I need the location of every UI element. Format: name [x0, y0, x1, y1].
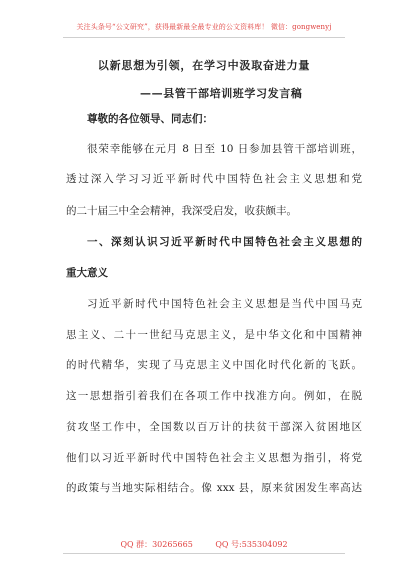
- body-line: 很荣幸能够在元月 8 日至 10 日参加县管干部培训班，: [87, 143, 362, 155]
- footer-divider: [63, 553, 345, 554]
- body-line: 的时代精华，实现了马克思主义中国化时代化新的飞跃。: [66, 359, 362, 371]
- document-title: 以新思想为引领，在学习中汲取奋进力量: [97, 59, 311, 72]
- body-line: 透过深入学习习近平新时代中国特色社会主义思想和党: [66, 173, 362, 185]
- salutation: 尊敬的各位领导、同志们：: [87, 113, 213, 125]
- body-line: 他们以习近平新时代中国特色社会主义思想为指引，将党: [66, 452, 362, 464]
- section-heading-continued: 重大意义: [66, 267, 108, 279]
- body-line: 的政策与当地实际相结合。像 xxx 县，原来贫困发生率高达: [66, 482, 362, 494]
- section-heading: 一、深刻认识习近平新时代中国特色社会主义思想的: [87, 236, 362, 248]
- footer-qq-group: QQ 群：30265665: [120, 540, 193, 549]
- footer-qq-number: QQ 号:535304092: [215, 540, 288, 549]
- body-line: 贫攻坚工作中，全国数以百万计的扶贫干部深入贫困地区: [66, 421, 362, 433]
- body-line: 习近平新时代中国特色社会主义思想是当代中国马克: [87, 298, 362, 310]
- document-subtitle: ——县管干部培训班学习发言稿: [140, 87, 303, 100]
- footer-contact: [0, 539, 408, 550]
- body-line: 的二十届三中全会精神，我深受启发，收获颇丰。: [66, 205, 297, 217]
- body-line: 这一思想指引着我们在各项工作中找准方向。例如，在脱: [66, 390, 362, 402]
- header-divider: [63, 37, 345, 38]
- body-line: 思主义、二十一世纪马克思主义，是中华文化和中国精神: [66, 329, 362, 341]
- header-promo-note: 关注头条号“公文研究”，获得最新最全最专业的公文资料库！ 微信：gongwenyj: [76, 23, 332, 31]
